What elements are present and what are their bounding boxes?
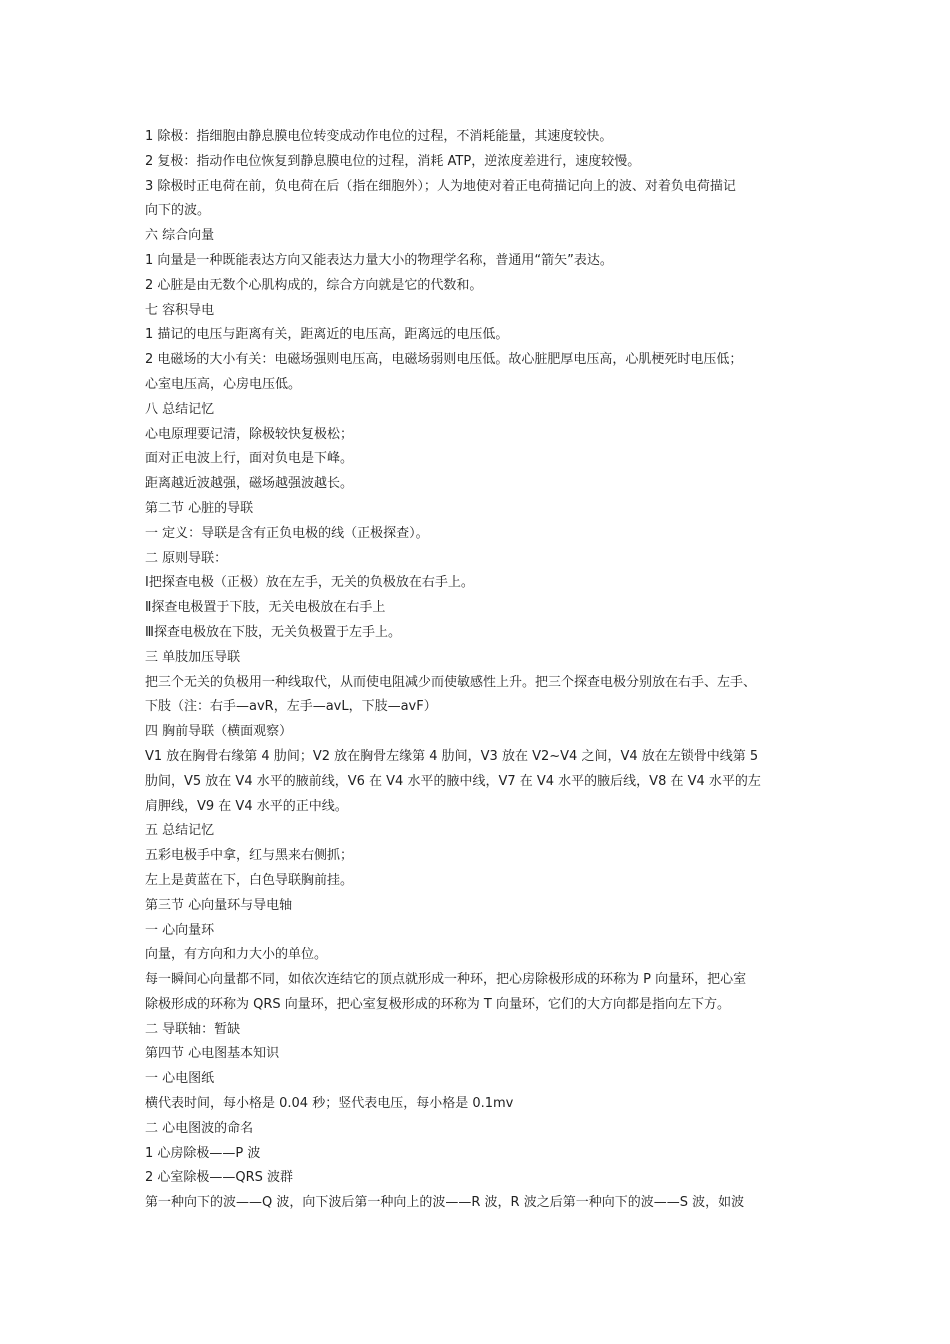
text-line: Ⅰ把探查电极（正极）放在左手，无关的负极放在右手上。	[145, 575, 474, 591]
text-line: 每一瞬间心向量都不同，如依次连结它的顶点就形成一种环，把心房除极形成的环称为 P 向量环，把心室	[145, 972, 747, 988]
text-line: 向下的波。	[145, 203, 211, 219]
text-line: 2 电磁场的大小有关：电磁场强则电压高，电磁场弱则电压低。故心脏肥厚电压高，心肌梗死时电压低；	[145, 352, 743, 368]
text-line: 面对正电波上行，面对负电是下峰。	[145, 451, 354, 467]
text-line: 一 心向量环	[145, 922, 215, 938]
text-line: 1 向量是一种既能表达方向又能表达力量大小的物理学名称，普通用“箭矢”表达。	[145, 252, 613, 268]
text-line: 第四节 心电图基本知识	[145, 1046, 280, 1062]
text-line: V1 放在胸骨右缘第 4 肋间；V2 放在胸骨左缘第 4 肋间，V3 放在 V2~V4 之间，V4 放在左锁骨中线第 5	[145, 748, 759, 764]
text-line: 肩胛线，V9 在 V4 水平的正中线。	[145, 798, 348, 814]
text-line: 1 心房除极——P 波	[145, 1145, 261, 1161]
text-line: 2 复极：指动作电位恢复到静息膜电位的过程，消耗 ATP，逆浓度差进行，速度较慢。	[145, 153, 641, 169]
text-line: 四 胸前导联（横面观察）	[145, 724, 293, 740]
text-line: 五 总结记忆	[145, 823, 215, 839]
text-line: 六 综合向量	[145, 228, 215, 244]
text-line: 二 心电图波的命名	[145, 1120, 254, 1136]
text-line: Ⅲ探查电极放在下肢，无关负极置于左手上。	[145, 624, 401, 640]
text-line: 心电原理要记清，除极较快复极松；	[145, 426, 354, 442]
text-line: 向量，有方向和力大小的单位。	[145, 947, 328, 963]
text-line: 1 描记的电压与距离有关，距离近的电压高，距离远的电压低。	[145, 327, 509, 343]
text-line: 横代表时间，每小格是 0.04 秒；竖代表电压，每小格是 0.1mv	[145, 1096, 514, 1112]
text-line: 二 导联轴：暂缺	[145, 1021, 241, 1037]
text-line: 五彩电极手中拿，红与黑来右侧抓；	[145, 848, 354, 864]
text-line: 把三个无关的负极用一种线取代，从而使电阻减少而使敏感性上升。把三个探查电极分别放在右手、左手、	[145, 674, 757, 690]
text-line: 3 除极时正电荷在前，负电荷在后（指在细胞外）；人为地使对着正电荷描记向上的波、对着负电荷描记	[145, 178, 736, 194]
text-line: 第二节 心脏的导联	[145, 500, 254, 516]
text-line: 2 心脏是由无数个心肌构成的，综合方向就是它的代数和。	[145, 277, 483, 293]
text-line: 七 容积导电	[145, 302, 215, 318]
text-line: 二 原则导联：	[145, 550, 228, 566]
text-line: 心室电压高，心房电压低。	[145, 376, 302, 392]
text-line: 距离越近波越强，磁场越强波越长。	[145, 476, 354, 492]
text-line: 三 单肢加压导联	[145, 649, 241, 665]
document-body	[145, 125, 813, 1216]
text-line: 八 总结记忆	[145, 401, 215, 417]
text-line: 第三节 心向量环与导电轴	[145, 897, 293, 913]
text-line: 除极形成的环称为 QRS 向量环，把心室复极形成的环称为 T 向量环，它们的大方向都是指向左下方。	[145, 996, 730, 1012]
text-line: 2 心室除极——QRS 波群	[145, 1170, 294, 1186]
text-line: Ⅱ探查电极置于下肢，无关电极放在右手上	[145, 600, 386, 616]
text-line: 一 定义：导联是含有正负电极的线（正极探查）。	[145, 525, 429, 541]
text-line: 肋间，V5 放在 V4 水平的腋前线，V6 在 V4 水平的腋中线，V7 在 V4 水平的腋后线，V8 在 V4 水平的左	[145, 773, 761, 789]
text-line: 一 心电图纸	[145, 1071, 215, 1087]
text-line: 下肢（注：右手—avR，左手—avL，下肢—avF）	[145, 699, 437, 715]
text-line: 左上是黄蓝在下，白色导联胸前挂。	[145, 872, 354, 888]
text-line: 1 除极：指细胞由静息膜电位转变成动作电位的过程，不消耗能量，其速度较快。	[145, 129, 613, 144]
text-line: 第一种向下的波——Q 波，向下波后第一种向上的波——R 波，R 波之后第一种向下的波——S 波，如波	[145, 1195, 745, 1211]
